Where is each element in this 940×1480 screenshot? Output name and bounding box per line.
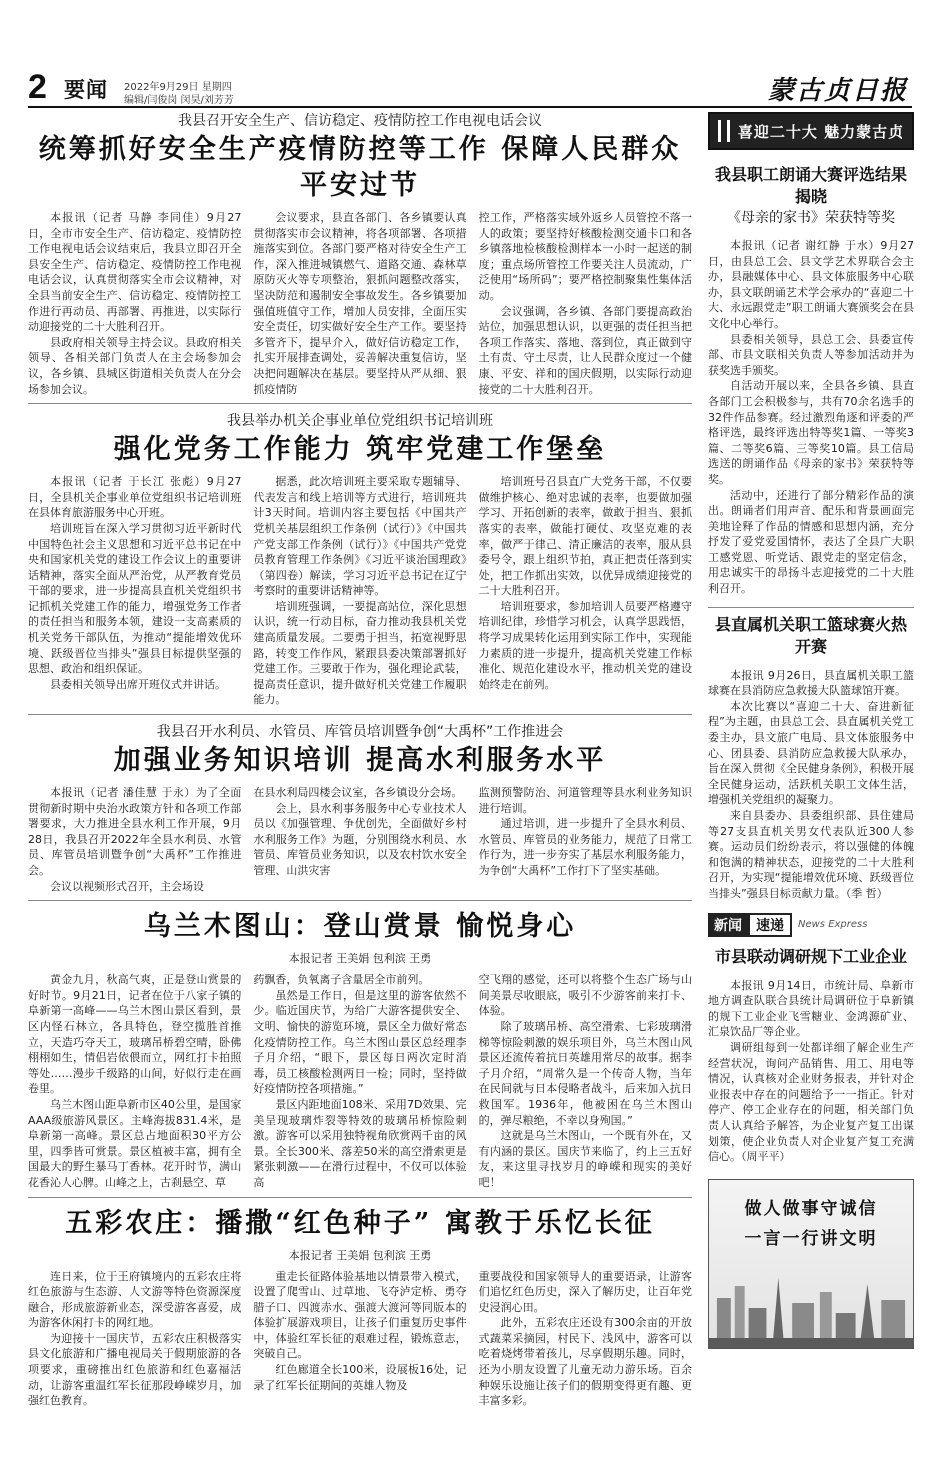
paragraph: 药飘香，负氧离子含量居全市前列。 <box>253 973 430 987</box>
article-column <box>253 474 466 708</box>
article-mountain <box>28 909 692 1197</box>
sidebar-story-body <box>708 978 914 1165</box>
article-byline: 本报记者 王美娟 包利滨 王勇 <box>288 952 432 966</box>
paragraph: 会议强调，各乡镇、各部门要提高政治站位，加强思想认识，以更强的责任担当把各项工作落实、落地、落到位，真正做到守土有责、守土尽责，让人民群众度过一个健康、平安、祥和的国庆假期，以实际行动迎接党的二十大胜利召开。 <box>478 304 692 396</box>
article-headline: 五彩农庄：播撒“红色种子” 寓教于乐忆长征 <box>65 1207 655 1239</box>
paragraph: 此外，五彩农庄还设有300余亩的开放式蔬菜采摘园，村民下、浅风中，游客可以吃着烧烤带着孩儿，尽享假期乐趣。同时，还为小朋友设置了儿童无动力游乐场。百余种娱乐设施让孩子们的假期变得更有趣、更丰富多彩。 <box>478 1316 692 1408</box>
article-headline: 统筹抓好安全生产疫情防控等工作 保障人民群众平安过节 <box>38 134 682 201</box>
paragraph: 自活动开展以来，全县各乡镇、县直各部门工会积极参与，共有70余名选手的32件作品参赛。经过激烈角逐和评委的严格评选，最终评选出特等奖1篇、一等奖3篇、二等奖6篇、三等奖10篇。县工信局选送的朗诵作品《母亲的家书》荣获特等奖。 <box>708 379 914 486</box>
paragraph: 会议以视频形式召开，主会场设 <box>50 879 204 893</box>
page-number: 2 <box>28 68 47 106</box>
paragraph: 控工作，严格落实域外返乡人员管控不落一人的政策；要坚持好核酸检测交通卡口和各乡镇落地检核酸检测样本一小时一起送的制度；重点场所管控工作要关注人员流动，广泛使用“场所码”；要严格控制聚集性集体活动。 <box>478 211 692 302</box>
news-express-a: 新闻 <box>708 913 748 937</box>
sidebar-story-body <box>708 238 914 597</box>
paragraph: 本报讯 9月26日，县直属机关职工篮球赛在县消防应急救援大队篮球馆开赛。 <box>708 668 914 698</box>
paragraph: 会议要求，县直各部门、各乡镇要认真贯彻落实市会议精神，将各项部署、各项措施落实到位。各部门要严格对待安全生产工作，深入推进城镇燃气、道路交通、森林草原防灭火等专项整治，狠抓问题整改落实，坚决防范和遏制安全事故发生。各乡镇要加强值班值守工作，增加人员安排，全面压实安全责任，切实做好安全生产工作。要坚持多管齐下，提早介入，做好信访稳定工作，扎实开展排查调处，妥善解决重复信访，坚决把问题解决在基层。要坚持从严从细、狠抓疫情防 <box>253 211 467 396</box>
promo-slogan-2: 一言一行讲文明 <box>744 1228 878 1249</box>
paragraph: 活动中，还进行了部分精彩作品的演出。朗诵者们用声音、配乐和背景画面完美地诠释了作品的情感和思想内涵，充分抒发了爱党爱国情怀，表达了全县广大职工感党恩、听党话、跟党走的坚定信念，用忠诚实干的昂扬斗志迎接党的二十大胜利召开。 <box>708 488 914 596</box>
promo-slogan-1: 做人做事守诚信 <box>744 1198 878 1219</box>
paragraph: 黄金九月，秋高气爽，正是登山赏景的好时节。9月21日，记者在位于八家子镇的阜新第一高峰——乌兰木图山景区看到，景区内怪石林立，各具特色，登空揽胜首推立，天造巧夺天工，玻璃吊桥碧空晴，卧佛栩栩如生，情侣岩依偎而立，网红打卡拍照等处……漫步千级路的山间，好似行走在画卷里。 <box>28 973 242 1096</box>
masthead-logo: 蒙古贞日报 <box>767 76 908 106</box>
article-party-training <box>28 412 692 715</box>
news-express-en: News Express <box>798 919 868 931</box>
article-headline: 强化党务工作能力 筑牢党建工作堡垒 <box>113 434 607 466</box>
paragraph: 来自县委办、县委组织部、县住建局等27支县直机关男女代表队近300人参赛。运动员们纷纷表示，将以强健的体魄和饱满的精神状态，迎接党的二十大胜利召开，为实现“提能增效优环境、跃级晋位当排头”强县目标贡献力量。（季 哲） <box>708 809 914 900</box>
article-headline: 乌兰木图山：登山赏景 愉悦身心 <box>143 911 577 943</box>
article-column <box>253 210 466 397</box>
article-safety <box>28 112 692 404</box>
paragraph: 这就是乌兰木图山，一个既有外在，又有内涵的景区。国庆节来临了，约上三五好友，来这里寻找岁月的峥嵘和现实的美好吧！ <box>478 1129 692 1189</box>
article-column <box>479 210 692 397</box>
article-column <box>28 474 241 708</box>
article-column <box>28 1269 241 1409</box>
article-column <box>479 474 692 708</box>
paragraph: 本报讯（记者 于长江 张彪）9月27日，全县机关企事业单位党组织书记培训班在县体育旅游服务中心开班。 <box>28 475 242 520</box>
article-column <box>479 972 692 1190</box>
sidebar-story-title: 我县职工朗诵大赛评选结果揭晓 <box>714 165 907 206</box>
paragraph: 乌兰木图山距阜新市区40公里，是国家AAA级旅游风景区。主峰海拔831.4米，是阜新第一高峰。景区总占地面积30平方公里，四季皆可赏景。景区植被丰富，拥有全国最大的野生暴马丁香林。花开时节，满山花香沁人心脾。山峰之上，古刹悬空、草 <box>28 1097 242 1189</box>
article-column <box>28 972 241 1190</box>
section-name: 要闻 <box>64 78 108 102</box>
article-column <box>28 785 241 894</box>
sidebar-story-title: 县直属机关职工篮球赛火热开赛 <box>714 614 907 656</box>
divider <box>28 714 692 715</box>
promo-poster <box>708 1179 914 1349</box>
paragraph: 重走长征路体验基地以情景带入模式，设置了爬雪山、过草地、飞夺泸定桥、勇夺腊子口、四渡赤水、强渡大渡河等同版本的体验扩展游戏项目，让孩子们重复历史事件中，体验红军长征的艰难过程，锻炼意志，突破自己。 <box>253 1269 467 1361</box>
paragraph: 据悉，此次培训班主要采取专题辅导、代表发言和线上培训等方式进行，培训班共计3天时间。培训内容主要包括《中国共产党机关基层组织工作条例（试行）》《中国共产党支部工作条例（试行）》《中国共产党党员教育管理工作条例》《习近平谈治国理政》（第四卷）解读，学习习近平总书记在辽宁考察时的重要讲话精神等。 <box>253 475 467 598</box>
paragraph: 培训班强调，一要提高站位，深化思想认识，统一行动目标，奋力推动我县机关党建高质量发展。二要勇于担当，拓宽视野思路，转变工作作风，紧跟县委决策部署抓好党建工作。三要敢于作为，强化理论武装，提高责任意识，提升做好机关党建工作履职能力。 <box>253 599 467 707</box>
banner-text: 喜迎二十大 魅力蒙古贞 <box>737 122 905 141</box>
paragraph: 在县水利局四楼会议室，各乡镇设分会场。 <box>253 786 463 800</box>
paragraph: 县委相关领导，县总工会、县委宣传部、市县文联相关负责人等参加活动并为获奖选手颁奖。 <box>708 332 914 377</box>
paragraph: 重要战役和国家领导人的重要语录，让游客们追忆红色历史，深入了解历史，让百年党史浸润心田。 <box>478 1269 692 1314</box>
article-water <box>28 723 692 901</box>
issue-editors: 编辑/闫俊岗 闵昊/刘芳芳 <box>124 95 234 106</box>
paragraph: 虽然是工作日，但是这里的游客依然不少。临近国庆节，为给广大游客提供安全、文明、愉快的游览环境，景区全力做好常态化疫情防控工作。乌兰木图山景区总经理李子月介绍，“眼下，景区每日两次定时消毒，员工核酸检测两日一检；同时，坚持做好疫情防控各项措施。” <box>253 988 467 1096</box>
sidebar-banner <box>708 112 914 150</box>
paragraph: 会上，县水利事务服务中心专业技术人员以《加强管理、争优创先，全面做好乡村水利服务工作》为题，分别围绕水利员、水管员、库管员业务知识，以及农村饮水安全管理、山洪灾害 <box>253 801 467 877</box>
paragraph: 除了玻璃吊桥、高空滑索、七彩玻璃滑梯等惊险刺激的娱乐项目外，乌兰木图山风景区还流传着抗日英雄用常尽的故事。据李子月介绍，“周常久是一个传奇人物，当年在民间就与日本侵略者战斗，后来加入抗日救国军。1936年，他被困在乌兰木图山的，弹尽粮绝，不幸以身殉国。” <box>478 1019 692 1127</box>
article-farm <box>28 1206 692 1409</box>
divider <box>708 607 914 608</box>
divider <box>28 900 692 901</box>
sidebar <box>708 112 914 1349</box>
article-byline: 本报记者 王美娟 包利滨 王勇 <box>288 1248 432 1262</box>
paragraph: 县政府相关领导主持会议。县政府相关领导、各相关部门负责人在主会场参加会议，各乡镇、县城区街道相关负责人在分会场参加会议。 <box>28 335 242 396</box>
paragraph: 本报讯（记者 谢红静 于水）9月27日，由县总工会、县文学艺术界联合会主办，县融媒体中心、县文体旅服务中心联办，县文联朗诵艺术学会承办的“喜迎二十大、永远跟党走”职工朗诵大赛颁奖会在县文化中心举行。 <box>708 239 914 330</box>
article-column <box>253 1269 466 1409</box>
divider <box>28 1197 692 1198</box>
paragraph: 调研组每到一处都详细了解企业生产经营状况，询问产品销售、用工、用电等情况，认真核对企业财务报表，并针对企业报表中存在的问题给予一一指正。针对停产、停工企业存在的问题，相关部门负责人认真给予解答，为企业复产复工出谋划策，使企业负责人对企业复产复工充满信心。（周平平） <box>708 1040 914 1164</box>
paragraph: 培训班要求，参加培训人员要严格遵守培训纪律，珍惜学习机会，认真学思践悟，将学习成果转化运用到实际工作中，实现能力素质的进一步提升，提高机关党建工作标准化、规范化建设水平，推动机关党的建设始终走在前列。 <box>478 599 692 691</box>
article-kicker: 我县召开安全生产、信访稳定、疫情防控工作电视电话会议 <box>178 113 542 129</box>
paragraph: 红色廊道全长100米，设展板16处，记录了红军长征期间的英雄人物及 <box>253 1363 467 1392</box>
paragraph: 监测预警防治、河道管理等县水利业务知识进行培训。 <box>478 786 692 815</box>
news-express-b: 速递 <box>748 913 792 937</box>
paragraph: 培训班号召县直广大党务干部，不仅要做维护核心、绝对忠诚的表率，也要做加强学习、开拓创新的表率，做敢于担当、狠抓落实的表率，做能打硬仗、攻坚克难的表率，做严于律己、清正廉洁的表率，服从县委号令，跟上组织节拍，真正把责任落到实处，把工作抓出实效，以优异成绩迎接党的二十大胜利召开。 <box>478 475 692 598</box>
paragraph: 通过培训，进一步提升了全县水利员、水管员、库管员的业务能力，规范了日常工作行为，进一步夯实了基层水利服务能力，为争创“大禹杯”工作打下了坚实基础。 <box>478 817 692 877</box>
paragraph: 本报讯（记者 马静 李同佳）9月27日，全市市安全生产、信访稳定、疫情防控工作电视电话会议结束后，我县立即召开全县安全生产、信访稳定、疫情防控工作电视电话会议，认真贯彻落实全市会议精神，对全县当前安全生产、信访稳定、疫情防控工作进行再动员、再部署、再推进，以实际行动迎接党的二十大胜利召开。 <box>28 211 242 334</box>
paragraph: 本报讯（记者 潘佳慧 于永）为了全面贯彻新时期中央治水政策方针和各项工作部署要求，大力推进全县水利工作开展，9月28日，我县召开2022年全县水利员、水管员、库管员培训暨争创“大禹杯”工作推进会。 <box>28 786 242 877</box>
article-column <box>253 972 466 1190</box>
paragraph: 本报讯 9月14日，市统计局、阜新市地方调查队联合县统计局调研位于阜新镇的规下工业企业飞雪糖业、金鸿源矿业、汇泉饮品厂等企业。 <box>708 978 914 1039</box>
sidebar-story-subtitle: 《母亲的家书》荣获特等奖 <box>727 210 895 226</box>
paragraph: 空飞翔的感觉，还可以将整个生态广场与山间美景尽收眼底，吸引不少游客前来打卡、体验。 <box>478 973 692 1018</box>
article-kicker: 我县召开水利员、水管员、库管员培训暨争创“大禹杯”工作推进会 <box>156 724 564 741</box>
paragraph: 景区内距地面108米、采用7D效果、完美呈现玻璃炸裂等特效的玻璃吊桥惊险刺激。游客可以采用独特视角欣赏两千亩的风景。全长300米、落差50米的高空滑索更是紧张刺激——在滑行过程中，不仅可以体验高 <box>253 1097 467 1189</box>
article-column <box>479 1269 692 1409</box>
main-column <box>28 112 692 1417</box>
article-column <box>253 785 466 894</box>
paragraph: 为迎接十一国庆节，五彩农庄积极落实县文化旅游和广播电视局关于假期旅游的各项要求，重磅推出红色旅游和红色嘉福活动，让游客重温红军长征那段峥嵘岁月，加强红色教育。 <box>28 1331 242 1408</box>
sidebar-story-title: 市县联动调研规下工业企业 <box>714 946 907 966</box>
article-headline: 加强业务知识培训 提高水利服务水平 <box>113 745 607 777</box>
page-header <box>28 68 912 108</box>
paragraph: 连日来，位于王府镇境内的五彩农庄将红色旅游与生态游、人文游等特色资源深度融合，形成旅游新业态，深受游客喜爱，成为游客休闲打卡的网红地。 <box>28 1269 242 1330</box>
article-column <box>479 785 692 894</box>
article-column <box>28 210 241 397</box>
article-kicker: 我县举办机关企事业单位党组织书记培训班 <box>227 413 493 430</box>
city-skyline-icon <box>709 1258 913 1348</box>
news-express-label <box>708 912 914 938</box>
paragraph: 本次比赛以“喜迎二十大、奋进新征程”为主题，由县总工会、县直属机关党工委主办，县文旅广电局、县文体旅服务中心、团县委、县消防应急救援大队承办，旨在深入贯彻《全民健身条例》，积极开展全民健身运动，活跃机关职工文体生活，增强机关党组织的凝聚力。 <box>708 699 914 807</box>
sidebar-story-body <box>708 668 914 902</box>
banner-bars-icon <box>718 120 730 142</box>
paragraph: 培训班旨在深入学习贯彻习近平新时代中国特色社会主义思想和习近平总书记在中央和国家机关党的建设工作会议上的重要讲话精神，落实全面从严治党，从严教育党员干部的要求，进一步提高县直机关党组织书记抓机关党建工作的能力，增强党务工作者的责任担当和服务本领，建设一支高素质的机关党务干部队伍，为推动“提能增效优环境、跃级晋位当排头”强县目标提供坚强的思想、政治和组织保证。 <box>28 521 242 676</box>
divider <box>28 403 692 404</box>
paragraph: 县委相关领导出席开班仪式并讲话。 <box>50 677 226 691</box>
issue-date: 2022年9月29日 星期四 <box>124 82 232 93</box>
